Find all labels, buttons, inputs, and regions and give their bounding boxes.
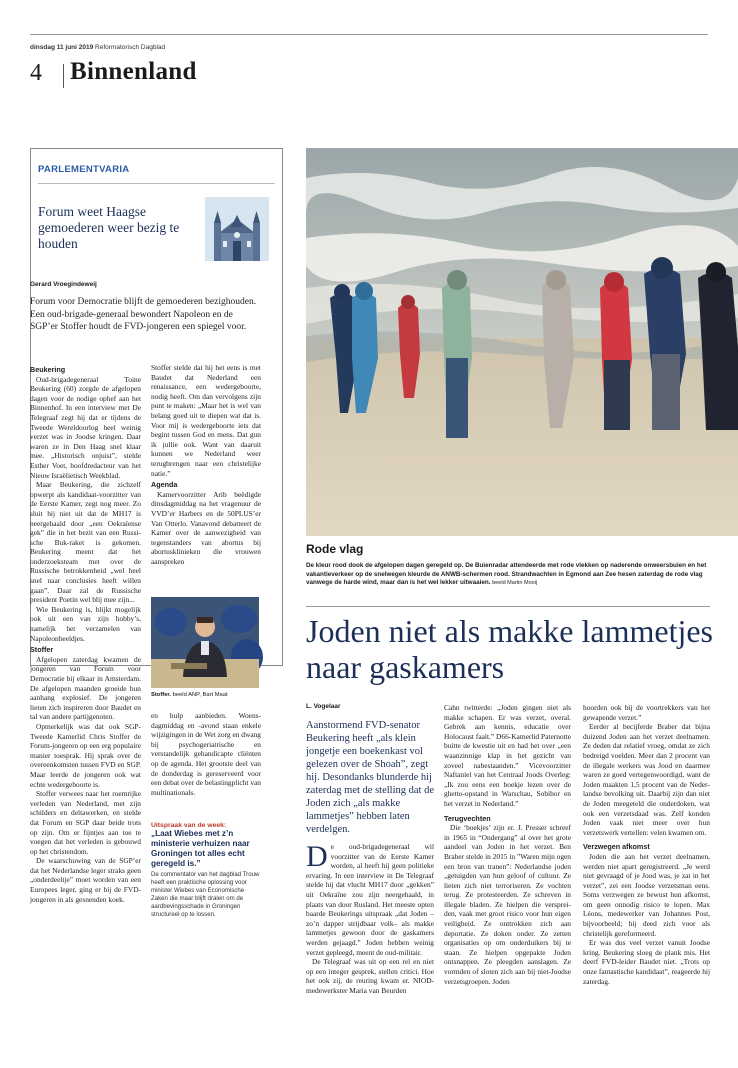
article-lead: Aanstormend FVD-senator Beukering heeft „als klein jongetje een boekenkast vol gelezen over de Shoah”, zegt hij. Desondanks blunderde hij zaterdag met de stelling dat de Joden zich „als makke lammetjes” hebben laten verdelgen. bbox=[306, 720, 434, 835]
subhead-beukering: Beukering bbox=[30, 365, 66, 374]
paragraph: Afgelopen zaterdag kwamen de jongeren van Forum voor Democratie bij elkaar in Amsterdam. De afgelopen maanden groeide hun aanhang explosief. De jongeren lieten zich inspireren door Baudet en tal van andere partijgenoten. bbox=[30, 654, 141, 722]
paragraph: Oud-brigadegeneraal Toine Beukering (60) zorgde de afgelopen dagen voor de nodige ophef aan het Binnenhof. In een interview met De Telegraaf zegt hij dat er tijdens de Tweede Wereldoorlog heel weinig verzet was in Joodse kringen. Daar waren ze in Den Haag snel klaar mee. „Historisch onjuist”, stelde Esther Voet, hoofdredacteur van het Nieuw Israëlietisch Weekblad. bbox=[30, 374, 141, 480]
photo-caption bbox=[306, 562, 710, 588]
sidebar-column-1 bbox=[30, 363, 141, 904]
beach-photo bbox=[306, 148, 738, 536]
paragraph: Stoffer stelde dat hij het eens is met Baudet dat Nederland een renaissance, een wedergeboorte, nodig heeft. Om dan vervolgens zijn punt te maken: „Maar het is wel van belang goed uit te diepen wat dat is. Voor mij is wedergeboorte iets dat begint tussen God en mens. Dat gun ik jullie ook. Want van daaruit kunnen we Nederland weer terugbrengen naar een christelijke natie.” bbox=[151, 363, 261, 478]
paragraph: De waarschuwing van de SGP’er dat het Nederlandse leger straks geen „onderdeeltje” moet worden van een Europees leger, ging er bij de FVD-jongeren in als gesnenden koek. bbox=[30, 856, 141, 904]
paragraph: en hulp aanbieden. Woensdagmiddag en -avond staan enkele wijzigingen in de Wet zorg en dwang bij psychogeriatrische en verstandelijk gehandicapte cliënten op de agenda. Het grootste deel van de donderdag is gereserveerd voor een debat over de belastingplicht van multinationals. bbox=[151, 711, 261, 797]
paragraph: Wie Beukering is, blijkt mogelijk ook uit een van zijn hobby’s, namelijk het verzamelen van Napoleonbeeldjes. bbox=[30, 604, 141, 643]
photo-label: Stoffer. bbox=[151, 692, 171, 698]
binnenhof-illustration-icon bbox=[205, 197, 269, 261]
issue-date: dinsdag 11 juni 2019 bbox=[30, 44, 94, 51]
column-kicker: PARLEMENTVARIA bbox=[38, 164, 130, 175]
newspaper-name: Reformatorisch Dagblad bbox=[95, 44, 166, 51]
photo-caption-credit: beeld Martin Mooij bbox=[492, 580, 538, 587]
paragraph bbox=[306, 842, 434, 957]
paragraph: Stoffer verwees naar het roemrijke verleden van Nederland, met zijn schilders en deltawerken, en stelde dat Forum en SGP daar beide trots op zijn. Om er fijntjes aan toe te voegen dat het verleden is gebouwd op het christendom. bbox=[30, 789, 141, 856]
section-title: Binnenland bbox=[70, 58, 197, 85]
article-column-3 bbox=[583, 703, 710, 1063]
subhead-verzwegen-afkomst: Verzwegen afkomst bbox=[583, 842, 650, 852]
paragraph: Er was dus veel verzet vanuit Joodse kring. Beukering sloeg de plank mis. Het deerf FVD-leider Baudet niet. „Trots op onze fantastische kandidaat”, reageerde hij zaterdag. bbox=[583, 938, 710, 986]
paragraph: Joden die aan het verzet deelnamen, werden niet apart geregistreerd. „Je werd niet gevraagd of je Jood was, je zat in het verzet”, zei een Joodse verzetsman eens. Soms verzwegen ze bewust hun afkomst, om geen onnodig risico te lopen. Max Léons, medewerker van Johannes Post, bijvoorbeeld; hij deed zich voor als christelijk gereformeerd. bbox=[583, 851, 710, 938]
article-rule bbox=[306, 606, 710, 607]
paragraph: Cahn twitterde: „Joden gingen niet als makke schapen. Er was verzet, overal. Gebrek aan kennis, educatie over Holocaust faalt.” D66-Kamerlid Paternotte buitte de kwestie uit en had het over „een waanzinnige klap in het gezicht van zoveel nabestaanden.” Vicevoorzitter Naftaniel van het Centraal Joods Overleg: „Ik zou eens een boekje lezen over de ghetto-opstand in Warschau, Sobibor en het verzet in Nederland.” bbox=[444, 703, 571, 808]
article-headline: Joden niet als makke lammetjes naar gaskamers bbox=[306, 613, 713, 685]
stoffer-photo bbox=[151, 597, 259, 688]
paragraph-text: e oud-brigadegeneraal wil voorzitter van de Eerste Kamer worden, al heeft hij geen politieke ervaring. In een interview in De Telegraaf stelde hij dat vlucht MH17 door „gekken” uit Oekraïne zou zijn neergehaald, in plaats van door Rusland. Het meeste opten baarde Beukerings uitspraak „dat Joden –zo’n dapper strijdbaar volk– als makke lammetjes gewoon door de gaskamers werden gejaagd.” Joden hebben weinig verzet gepleegd, meent de oud-militair. bbox=[306, 842, 434, 957]
article-column-2 bbox=[444, 703, 571, 1063]
article-author: L. Vogelaar bbox=[306, 703, 341, 710]
paragraph: Die ‘boekjes’ zijn er. J. Presser schreef in 1965 in “Ondergang” al over het grote aandeel van Joden in het verzet. Ben Braber stelde in 2015 in ”Waren mijn ogen een bron van tranen”: Nederlandse joden „getuigden van hun geloof of cultuur. Ze lieten zich niet terroriseren. Ze vochten terug. Ze protesteerden. Ze schreven in illegale bladen. Ze hielpen die verspreiden, vaak met groot risico voor hun eigen veiligheid. Ze onttrokken zich aan deportatie. Ze doken onder. Ze zetten organisaties op om onderduikers bij te staan. Ze hielpen opgepakte Joden ontsnappen. Ze pleegden aanslagen. Ze vormden of sloten zich aan bij niet-Joodse verzetsgroepen. Joden bbox=[444, 823, 571, 986]
paragraph: Kamervoorzitter Arib beëdigde dinsdagmiddag na het vragenuur de VVD’er Harbers en de 50PLUS’er Van Otterlo. Vanavond debatteert de Kamer over de aanwezigheid van tegenstanders van abortus bij abortusklinieken die vrouwen aanspreken bbox=[151, 489, 261, 566]
sidebar-author: Gerard Vroegindeweij bbox=[30, 281, 97, 288]
paragraph: Maar Beukering, die zichzelf opwerpt als kandidaat-voorzitter van de Eerste Kamer, zegt nog meer. Zo sluit hij niet uit dat de MH17 is neergehaald door „een Oekraïense gek” die in het bezit van een Russische Buk-raket is gekomen. Beukering meent dat het onderzoeksteam met over de Russische betrokkenheid „wel heel snel naar conclusies heeft willen gaan”. Daar zal de Russische president Poetin wel blij mee zijn... bbox=[30, 480, 141, 605]
header-divider bbox=[63, 64, 64, 88]
sidebar-column-2 bbox=[151, 363, 261, 593]
photo-caption-text: De kleur rood dook de afgelopen dagen geregeld op. De Buienradar attendeerde met rode vlekken op naderende onweersbuien en het vakantieverkeer op de snelwegen kleurde de ANWB-schermen rood. Strandwachten in Egmond aan Zee hesen zaterdag de rode vlag vanwege de harde wind, maar dan is het wel lekker uitwaaien. bbox=[306, 562, 707, 587]
sidebar-column-2-continued bbox=[151, 711, 261, 831]
sidebar-intro: Forum voor Democratie blijft de gemoederen bezighouden. Een oud-brigade-generaal bewondert Napoleon en de SGP’er Stoffer houdt de FVD-jongeren een spiegel voor. bbox=[30, 297, 257, 332]
page-number: 4 bbox=[30, 60, 42, 86]
paragraph: Opmerkelijk was dat ook SGP-Tweede Kamerlid Chris Stoffer de Forum-jongeren op een erg populaire manier toesprak. Hij sprak over de overeenkomsten tussen FVD en SGP. Maar leerde de jongeren ook wat echte wedergeboorte is. bbox=[30, 721, 141, 789]
paragraph: hoorden ook bij de voortrekkers van het gewapende verzet.” bbox=[583, 703, 710, 722]
dateline bbox=[30, 44, 165, 51]
photo-title: Rode vlag bbox=[306, 542, 364, 556]
quote-source: De commentator van het dagblad Trouw heeft een praktische oplossing voor minister Wiebes van Economische Zaken die maar blijft dralen om de aardbevingsschade in Groningen structureel op te lossen. bbox=[151, 871, 260, 918]
quote-text: „Laat Wiebes met z’n ministerie verhuizen naar Groningen tot alles echt geregeld is.” bbox=[151, 829, 250, 868]
article-column-1 bbox=[306, 842, 434, 1062]
drop-cap: D bbox=[306, 840, 328, 873]
top-rule bbox=[30, 34, 708, 35]
subhead-agenda: Agenda bbox=[151, 480, 178, 490]
quote-label: Uitspraak van de week: bbox=[151, 822, 227, 829]
subhead-terugvechten: Terugvechten bbox=[444, 813, 491, 823]
kicker-rule bbox=[38, 183, 275, 184]
stoffer-photo-caption bbox=[151, 692, 228, 698]
photo-credit: beeld ANP, Bart Maat bbox=[172, 692, 228, 698]
paragraph: Eerder al becijferde Braber dat bijna duizend Joden aan het verzet deelnamen. Ze deden dat relatief vroeg, omdat ze zich bedreigd voelden. Meer dan 2 procent van de illegale werkers was Jood en daarmee waren ze goed vertegenwoordigd, want de Joden maakten 1,5 procent van de Nederlandse bevolking uit. Daarbij zijn dan niet de Joden meegeteld die onderdoken, wat ook een verzetsdaad was. Zelf konden Joden vaak niet meer over hun verzetswerk vertellen: velen kwamen om. bbox=[583, 722, 710, 837]
paragraph: De Telegraaf was uit op een rel en niet op een integer gesprek, stellen critici. Hoe het ook zij, de reuring kwam er. NIOD-medewerkster Maria van Beurden bbox=[306, 957, 434, 995]
sidebar-headline: Forum weet Haagse gemoederen weer bezig te houden bbox=[38, 204, 180, 251]
subhead-stoffer: Stoffer bbox=[30, 645, 54, 655]
quote-block bbox=[151, 822, 261, 919]
